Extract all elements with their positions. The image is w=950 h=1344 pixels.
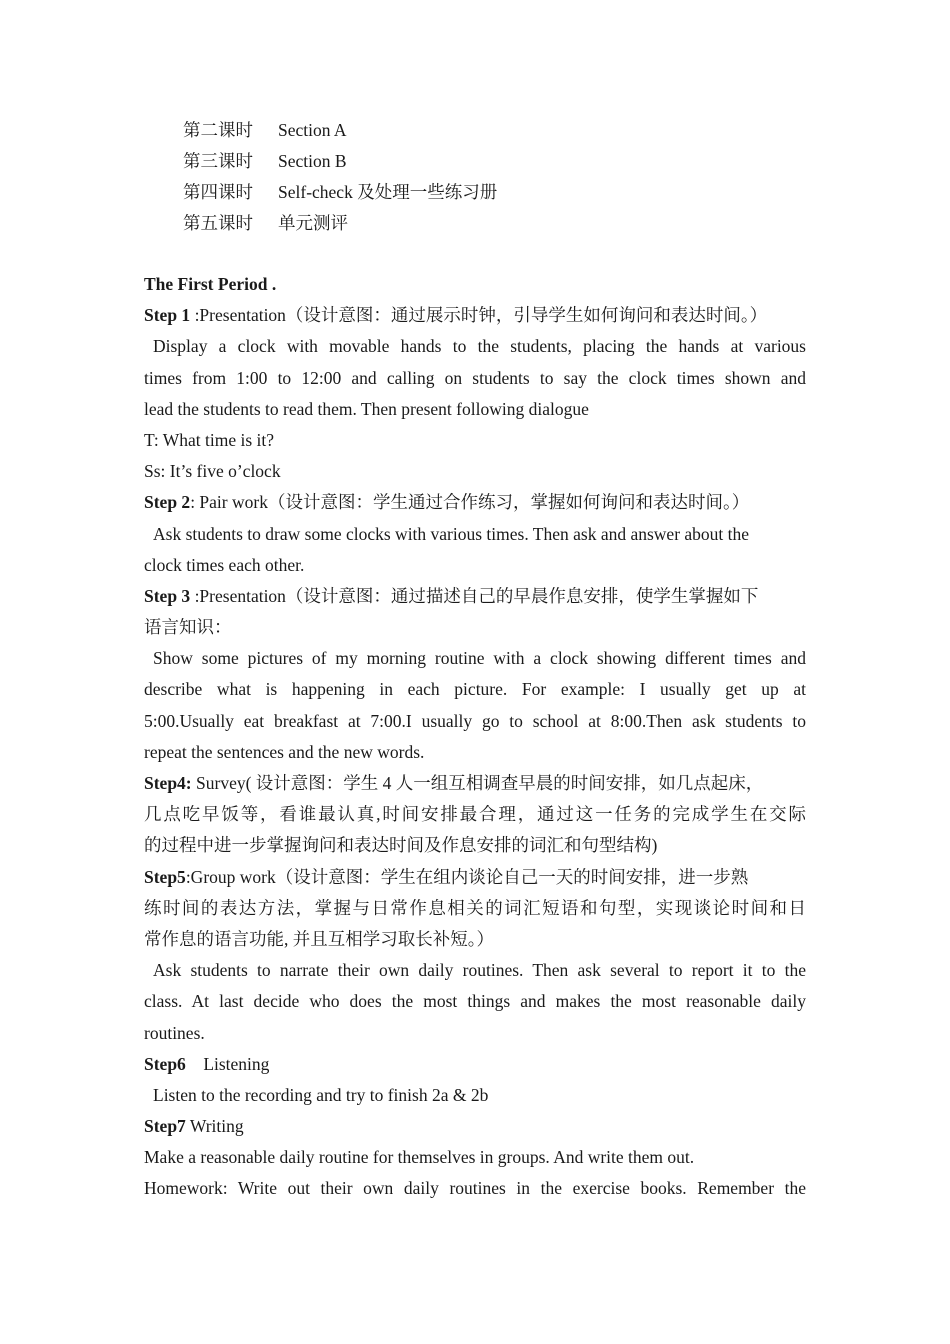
paragraph-line: Display a clock with movable hands to the students, placing the hands at various <box>153 336 806 357</box>
paragraph-line: 常作息的语言功能, 并且互相学习取长补短。） <box>144 928 494 949</box>
schedule-period: 第五课时 <box>183 213 253 233</box>
paragraph-line: 练时间的表达方法，掌握与日常作息相关的词汇短语和句型，实现谈论时间和日 <box>144 897 806 918</box>
schedule-row <box>183 208 497 239</box>
paragraph-line: Show some pictures of my morning routine with a clock showing different times and <box>153 648 806 669</box>
step2-head: : Pair work（设计意图：学生通过合作练习，掌握如何询问和表达时间。） <box>190 492 750 513</box>
step3-label: Step 3 <box>144 585 191 606</box>
dialogue-line: Ss: It’s five o’clock <box>144 461 281 482</box>
step7-label: Step7 <box>144 1116 186 1137</box>
paragraph-line: Ask students to narrate their own daily routines. Then ask several to report it to the <box>153 960 806 981</box>
lesson-schedule <box>183 115 497 239</box>
paragraph-line: 几点吃早饭等，看谁最认真,时间安排最合理，通过这一任务的完成学生在交际 <box>144 804 806 825</box>
schedule-row <box>183 146 497 177</box>
step6-label: Step6 <box>144 1053 186 1074</box>
step6-heading <box>144 1049 806 1080</box>
paragraph-line: Make a reasonable daily routine for themselves in groups. And write them out. <box>144 1147 695 1168</box>
step7-heading <box>144 1111 806 1142</box>
homework-line: Homework: Write out their own daily routines in the exercise books. Remember the <box>144 1178 806 1199</box>
lesson-plan-body <box>144 269 806 1205</box>
step1-label: Step 1 <box>144 305 191 326</box>
schedule-content: Self-check 及处理一些练习册 <box>278 182 498 202</box>
step5-head: :Group work（设计意图：学生在组内谈论自己一天的时间安排，进一步熟 <box>185 866 749 887</box>
step2-label: Step 2 <box>144 492 191 513</box>
paragraph-line: lead the students to read them. Then present following dialogue <box>144 398 589 419</box>
step6-head: Listening <box>185 1053 270 1074</box>
step4-label: Step4: <box>144 773 192 793</box>
step1-head: :Presentation（设计意图：通过展示时钟，引导学生如何询问和表达时间。） <box>190 305 768 326</box>
schedule-row <box>183 115 497 146</box>
paragraph-line: routines. <box>144 1022 205 1043</box>
period-title <box>144 269 806 300</box>
schedule-content: 单元测评 <box>278 213 348 233</box>
paragraph-line: class. At last decide who does the most things and makes the most reasonable daily <box>144 991 806 1012</box>
schedule-period: 第二课时 <box>183 120 253 140</box>
paragraph-line: Listen to the recording and try to finish 2a & 2b <box>153 1084 489 1105</box>
paragraph-line: clock times each other. <box>144 554 305 575</box>
paragraph-line: 5:00.Usually eat breakfast at 7:00.I usually go to school at 8:00.Then ask students to <box>144 710 806 731</box>
step4-heading <box>144 768 806 799</box>
paragraph-line: Ask students to draw some clocks with various times. Then ask and answer about the <box>153 523 750 544</box>
period-title-text: The First Period . <box>144 274 277 294</box>
step1-heading <box>144 300 806 331</box>
dialogue-line: T: What time is it? <box>144 429 275 450</box>
step5-label: Step5 <box>144 866 186 887</box>
paragraph-line: 的过程中进一步掌握询问和表达时间及作息安排的词汇和句型结构) <box>144 835 658 856</box>
paragraph-line: repeat the sentences and the new words. <box>144 741 425 762</box>
step5-heading <box>144 862 806 893</box>
step3-head: :Presentation（设计意图：通过描述自己的早晨作息安排，使学生掌握如下 <box>190 585 759 606</box>
step3-heading-cont: 语言知识： <box>144 617 232 638</box>
step3-heading <box>144 581 806 612</box>
paragraph-line: times from 1:00 to 12:00 and calling on students to say the clock times shown and <box>144 367 806 388</box>
schedule-row <box>183 177 497 208</box>
schedule-period: 第四课时 <box>183 182 253 202</box>
step4-head: Survey( 设计意图：学生 4 人一组互相调查早晨的时间安排，如几点起床， <box>191 773 764 793</box>
schedule-period: 第三课时 <box>183 151 253 171</box>
schedule-content: Section B <box>278 151 347 171</box>
paragraph-line: describe what is happening in each picture. For example: I usually get up at <box>144 679 806 700</box>
step7-head: Writing <box>185 1116 244 1137</box>
schedule-content: Section A <box>278 120 347 140</box>
step2-heading <box>144 487 806 518</box>
